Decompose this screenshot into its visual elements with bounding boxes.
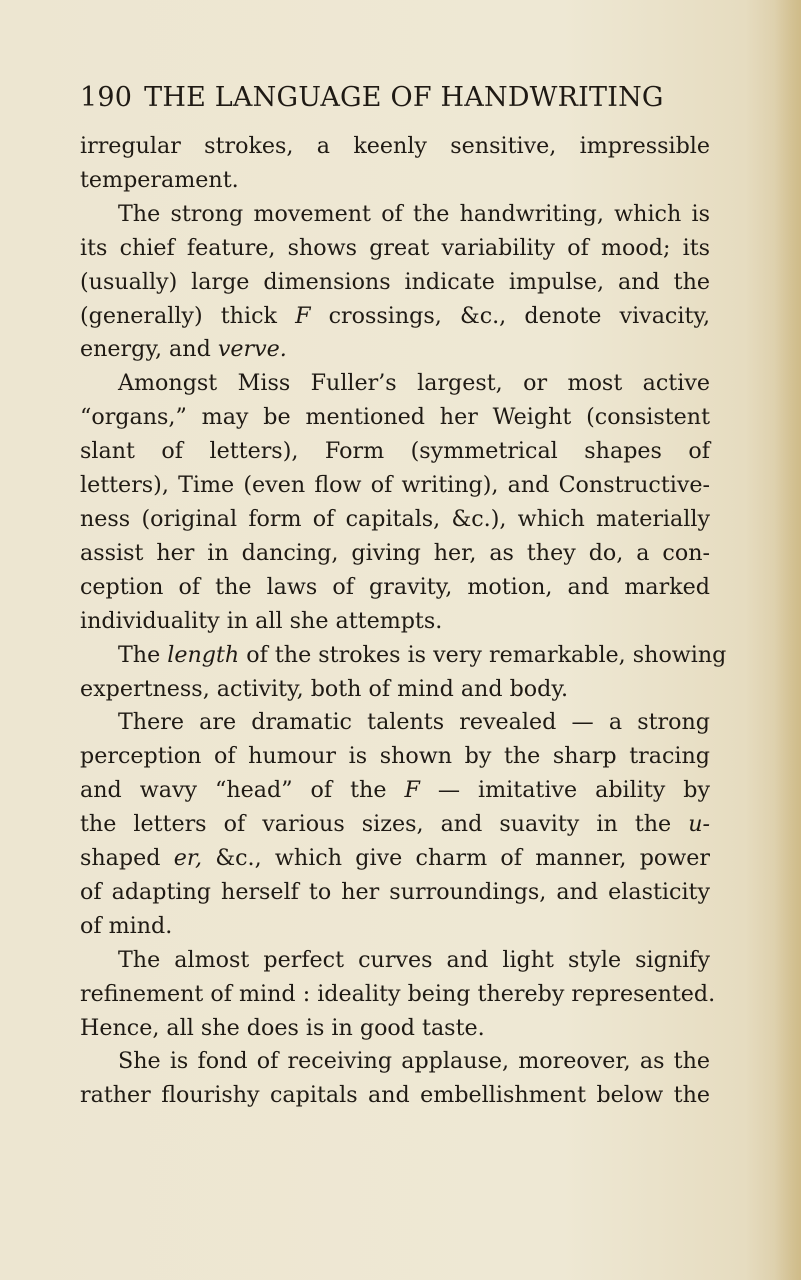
text-line: temperament. — [80, 166, 239, 193]
text-line: energy, and verve. — [80, 336, 287, 363]
text-line: of adapting herself to her surroundings, and elasticity — [80, 878, 710, 905]
running-title: THE LANGUAGE OF HANDWRITING — [144, 82, 664, 113]
text-line: Amongst Miss Fuller’s largest, or most active — [118, 370, 710, 397]
text-line: There are dramatic talents revealed — a strong — [118, 709, 710, 736]
body-text — [80, 130, 727, 1113]
text-line: ception of the laws of gravity, motion, and marked — [80, 573, 710, 600]
text-line: its chief feature, shows great variability of mood; its — [80, 234, 710, 261]
text-line: individuality in all she attempts. — [80, 607, 443, 634]
text-line: shaped er, &c., which give charm of manner, power — [80, 845, 710, 872]
text-line: letters), Time (even flow of writing), and Constructive- — [80, 472, 710, 499]
text-line: refinement of mind : ideality being thereby represented. — [80, 980, 716, 1007]
text-line: irregular strokes, a keenly sensitive, impressible — [80, 133, 710, 159]
text-line: of mind. — [80, 912, 173, 939]
text-line: The length of the strokes is very remarkable, showing — [118, 641, 727, 668]
text-line: perception of humour is shown by the sharp tracing — [80, 743, 710, 770]
text-line: rather flourishy capitals and embellishment below the — [80, 1082, 710, 1109]
text-line: assist her in dancing, giving her, as they do, a con- — [80, 539, 710, 566]
text-line: She is fond of receiving applause, moreover, as the — [118, 1048, 710, 1075]
text-line: the letters of various sizes, and suavity in the u- — [80, 811, 710, 838]
text-line: “organs,” may be mentioned her Weight (consistent — [80, 404, 710, 431]
text-line: The almost perfect curves and light style signify — [118, 946, 710, 973]
text-line: ness (original form of capitals, &c.), which materially — [80, 505, 710, 532]
page-number: 190 — [80, 82, 133, 113]
text-line: and wavy “head” of the F — imitative ability by — [80, 777, 711, 804]
page-edge-shadow — [775, 0, 801, 1280]
text-line: (usually) large dimensions indicate impulse, and the — [80, 268, 710, 295]
text-line: The strong movement of the handwriting, which is — [118, 200, 710, 227]
running-header — [80, 82, 664, 113]
text-line: (generally) thick F crossings, &c., denote vivacity, — [80, 302, 711, 329]
text-line: expertness, activity, both of mind and body. — [80, 675, 569, 702]
text-line: slant of letters), Form (symmetrical shapes of — [80, 438, 710, 465]
text-line: Hence, all she does is in good taste. — [80, 1014, 485, 1041]
